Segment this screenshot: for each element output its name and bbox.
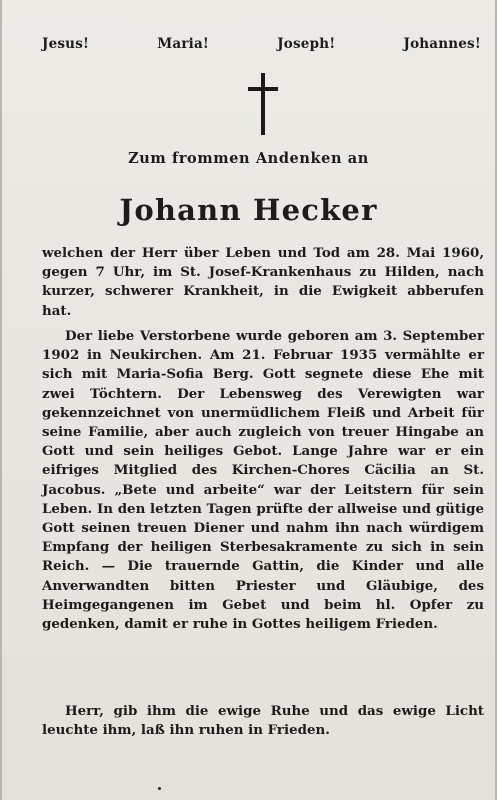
memorial-subtitle: Zum frommen Andenken an [128,150,369,167]
death-notice-paragraph: welchen der Herr über Leben und Tod am 28. Mai 1960, gegen 7 Uhr, im St. Josef-Krankenhaus zu Hilden, nach kurzer, schwerer Krankheit, in die Ewigkeit abberufen hat. [42,245,484,319]
biography-paragraph: Der liebe Verstorbene wurde geboren am 3. September 1902 in Neukirchen. Am 21. Februar 1935 vermählte er sich mit Maria-Sofia Berg. Gott segnete diese Ehe mit zwei Töchtern. Der Lebensweg des Verewigten war gekennzeichnet von unermüdlichem Fleiß und Arbeit für seine Familie, aber auch zugleich von treuer Hingabe an Gott und sein heiliges Gebot. Lange Jahre war er ein eifriges Mitglied des Kirchen-Chores Cäcilia an St. Jacobus. „Bete und arbeite“ war der Leitstern für sein Leben. In den letzten Tagen prüfte der allweise und gütige Gott seinen treuen Diener und nahm ihn nach würdigem Empfang der heiligen Sterbesakramente zu sich in sein Reich. — Die trauernde Gattin, die Kinder und alle Anverwandten bitten Priester und Gläubige, des Heimgegangenen im Gebet und beim hl. Opfer zu gedenken, damit er ruhe in Gottes heiligem Frieden. [42,328,484,633]
invocation-joseph: Joseph! [277,36,336,52]
latin-cross-icon [248,73,278,135]
closing-prayer: Herr, gib ihm die ewige Ruhe und das ewige Licht leuchte ihm, laß ihn ruhen in Frieden. [42,703,484,739]
invocation-johannes: Johannes! [403,36,481,52]
deceased-name: Johann Hecker [119,193,378,227]
invocation-row [42,36,481,52]
print-mark [158,787,161,790]
invocation-jesus: Jesus! [42,36,90,52]
invocation-maria: Maria! [157,36,210,52]
